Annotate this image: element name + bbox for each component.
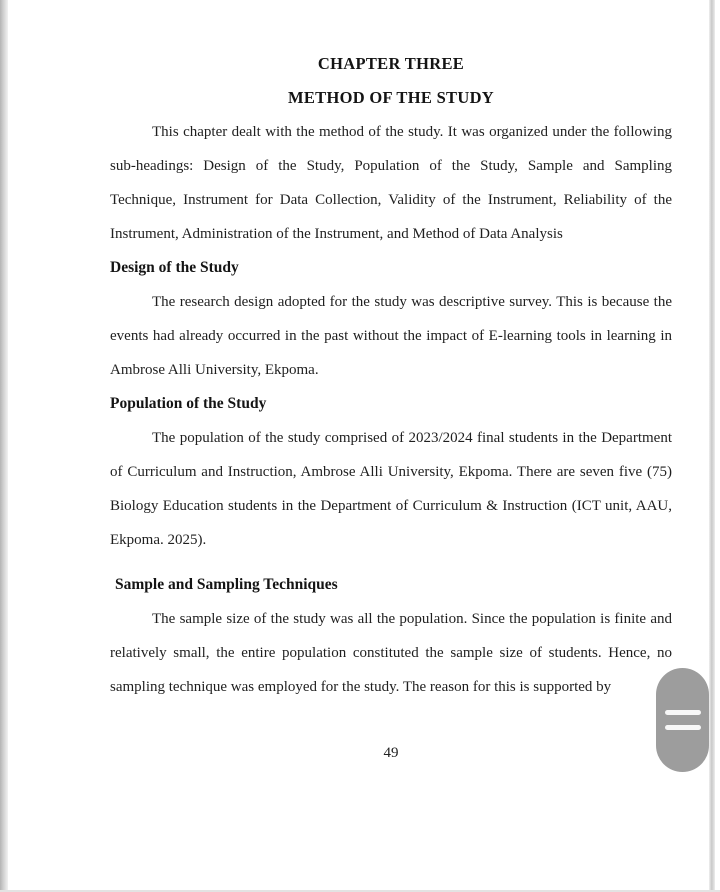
chapter-title: CHAPTER THREE [317, 54, 465, 73]
heading-population-of-study: Population of the Study [110, 395, 267, 412]
handle-bar-icon [665, 710, 701, 715]
page-edge-right [709, 0, 715, 892]
population-paragraph: The population of the study comprised of 2023/2024 final students in the Department of Curriculum and Instruction, Ambrose Alli University, Ekpoma. There are seven five (75) Biology Education students in the Department of Curriculum & Instruction (ICT unit, AAU, Ekpoma. 2025). [110, 430, 672, 548]
page-number: 49 [383, 745, 399, 761]
design-paragraph: The research design adopted for the study was descriptive survey. This is because the events had already occurred in the past without the impact of E-learning tools in learning in Ambrose Alli University, Ekpoma. [110, 294, 672, 378]
chapter-subtitle: METHOD OF THE STUDY [287, 88, 495, 107]
sample-paragraph: The sample size of the study was all the population. Since the population is finite and relatively small, the entire population constituted the sample size of students. Hence, no sampling technique was employed for the study. The reason for this is supported by [110, 611, 672, 695]
scroll-handle-button[interactable] [656, 668, 709, 772]
document-page [110, 47, 672, 770]
handle-bar-icon [665, 725, 701, 730]
page-edge-left [0, 0, 8, 892]
intro-paragraph: This chapter dealt with the method of the study. It was organized under the following sub-headings: Design of the Study, Population of the Study, Sample and Sampling Technique, Instrument for Data Collection, Validity of the Instrument, Reliability of the Instrument, Administration of the Instrument, and Method of Data Analysis [110, 124, 672, 242]
heading-sample-and-sampling: Sample and Sampling Techniques [115, 576, 338, 593]
heading-design-of-study: Design of the Study [110, 259, 239, 276]
